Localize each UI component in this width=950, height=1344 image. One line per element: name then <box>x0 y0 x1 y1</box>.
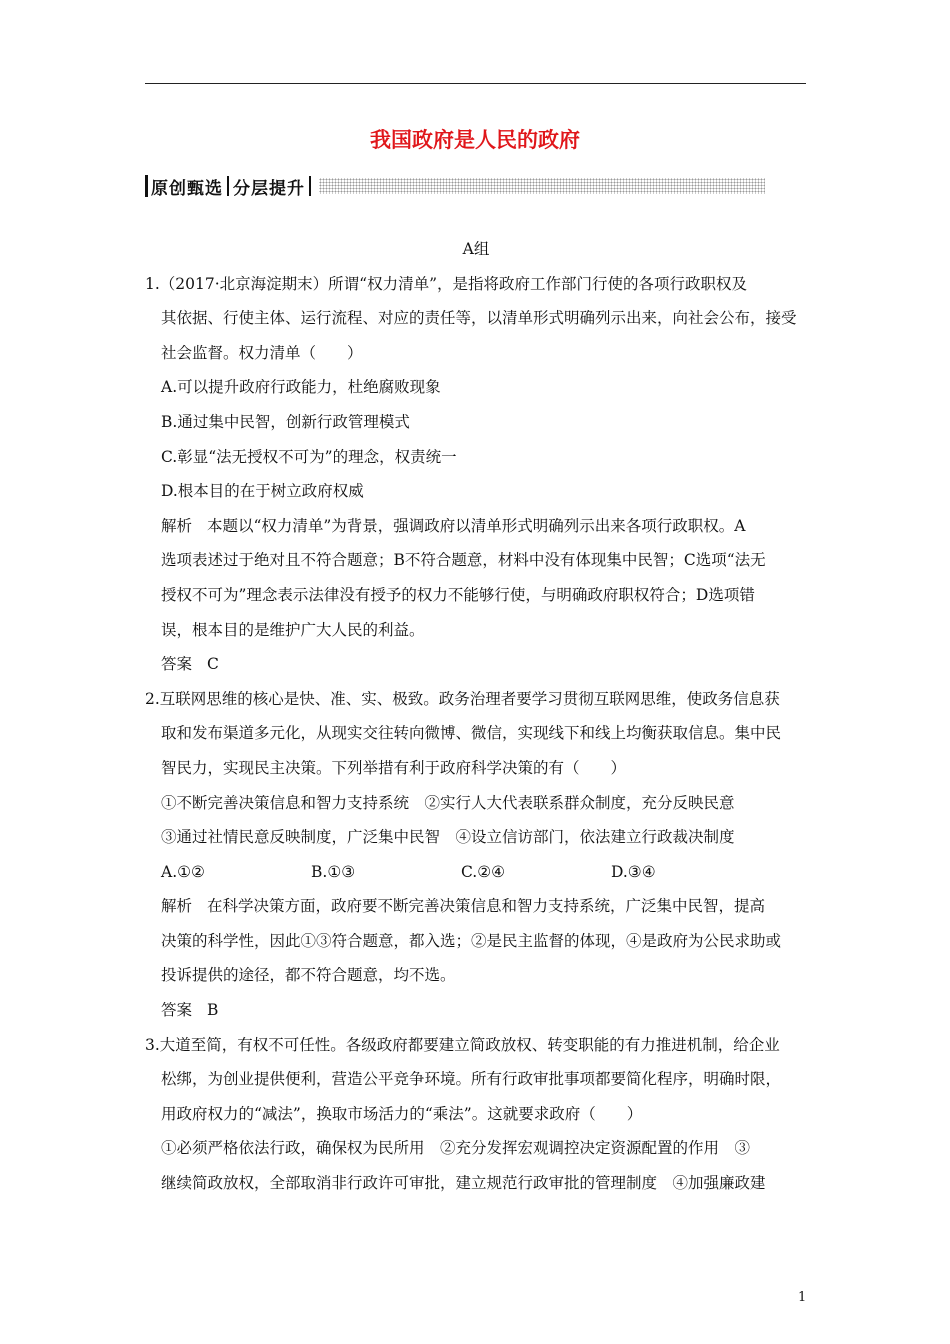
question-stem-line: 智民力，实现民主决策。下列举措有利于政府科学决策的有（ ） <box>161 758 627 777</box>
question-stem-line: 3.大道至简，有权不可任性。各级政府都要建立简政放权、转变职能的有力推进机制，给企业 <box>145 1035 780 1054</box>
question-stem-line: 用政府权力的“减法”，换取市场活力的“乘法”。这就要求政府（ ） <box>161 1104 643 1123</box>
page-title: 我国政府是人民的政府 <box>370 127 580 152</box>
answer-value: C <box>206 655 219 674</box>
question-stem-line: 其依据、行使主体、运行流程、对应的责任等，以清单形式明确列示出来，向社会公布，接受 <box>161 309 797 328</box>
question-1 <box>145 267 807 682</box>
answer-value: B <box>206 1001 219 1020</box>
question-stem-line: 取和发布渠道多元化，从现实交往转向微博、微信，实现线下和线上均衡获取信息。集中民 <box>161 724 782 743</box>
group-heading: A组 <box>462 240 490 258</box>
answer-label: 答案 <box>161 655 193 674</box>
banner-divider <box>227 176 229 196</box>
option-d: D.③④ <box>611 862 656 881</box>
question-stem-line: 2.互联网思维的核心是快、准、实、极致。政务治理者要学习贯彻互联网思维，使政务信息获 <box>145 689 780 708</box>
options-row <box>145 855 807 890</box>
choice-items-line: ①不断完善决策信息和智力支持系统 ②实行人大代表联系群众制度，充分反映民意 <box>161 793 735 812</box>
analysis-label: 解析 <box>161 897 193 916</box>
analysis-line <box>145 889 807 924</box>
question-2 <box>145 682 807 1028</box>
answer-line <box>145 993 807 1028</box>
analysis-label: 解析 <box>161 516 193 535</box>
option-c: C.彰显“法无授权不可为”的理念，权责统一 <box>161 447 457 466</box>
analysis-line <box>145 509 807 544</box>
section-banner <box>145 174 765 198</box>
choice-items-line: ③通过社情民意反映制度，广泛集中民智 ④设立信访部门，依法建立行政裁决制度 <box>161 828 735 847</box>
banner-divider <box>309 176 311 196</box>
analysis-text: 本题以“权力清单”为背景，强调政府以清单形式明确列示出来各项行政职权。A <box>206 516 746 535</box>
option-b: B.通过集中民智，创新行政管理模式 <box>161 412 410 431</box>
option-d: D.根本目的在于树立政府权威 <box>161 482 364 501</box>
analysis-line: 选项表述过于绝对且不符合题意；B不符合题意，材料中没有体现集中民智；C选项“法无 <box>161 551 766 570</box>
analysis-line: 投诉提供的途径，都不符合题意，均不选。 <box>161 966 456 985</box>
header-rule <box>145 83 806 84</box>
choice-items-line: 继续简政放权，全部取消非行政许可审批，建立规范行政审批的管理制度 ④加强廉政建 <box>161 1174 766 1193</box>
banner-label-left: 原创甄选 <box>151 178 223 199</box>
option-b: B.①③ <box>311 862 356 881</box>
answer-line <box>145 647 807 682</box>
page-number: 1 <box>798 1290 807 1305</box>
analysis-line: 误，根本目的是维护广大人民的利益。 <box>161 620 425 639</box>
question-stem-line: 社会监督。权力清单（ ） <box>161 343 363 362</box>
question-stem-line: 松绑，为创业提供便利，营造公平竞争环境。所有行政审批事项都要简化程序，明确时限， <box>161 1070 782 1089</box>
analysis-line: 决策的科学性，因此①③符合题意，都入选；②是民主监督的体现，④是政府为公民求助或 <box>161 931 782 950</box>
banner-dotted-fill <box>319 178 765 194</box>
banner-label-right: 分层提升 <box>233 178 305 199</box>
option-c: C.②④ <box>461 862 506 881</box>
analysis-line: 授权不可为”理念表示法律没有授予的权力不能够行使，与明确政府职权符合；D选项错 <box>161 585 755 604</box>
choice-items-line: ①必须严格依法行政，确保权为民所用 ②充分发挥宏观调控决定资源配置的作用 ③ <box>161 1139 751 1158</box>
option-a: A.①② <box>161 862 205 881</box>
analysis-text: 在科学决策方面，政府要不断完善决策信息和智力支持系统，广泛集中民智，提高 <box>206 897 765 916</box>
answer-label: 答案 <box>161 1001 193 1020</box>
question-stem-line: 1.（2017·北京海淀期末）所谓“权力清单”，是指将政府工作部门行使的各项行政职权及 <box>145 274 748 293</box>
question-3 <box>145 1028 807 1201</box>
option-a: A.可以提升政府行政能力，杜绝腐败现象 <box>161 378 441 397</box>
document-body <box>145 232 807 1201</box>
banner-bar <box>145 175 148 197</box>
